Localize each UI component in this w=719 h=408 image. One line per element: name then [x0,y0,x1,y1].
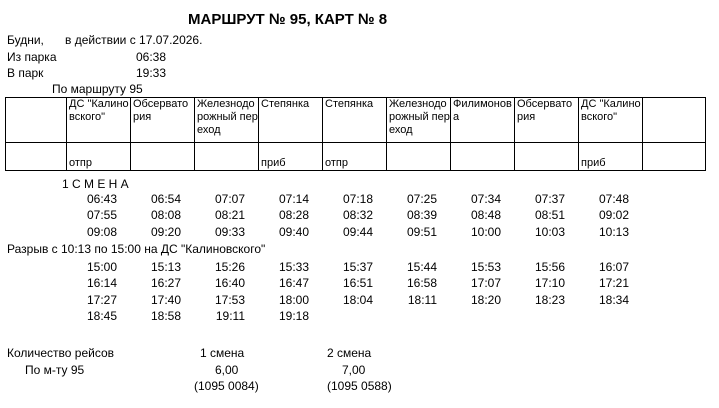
trip-time: 07:07 [214,192,245,206]
trip-time: 07:55 [86,208,117,223]
trip-time: 16:58 [406,276,437,291]
trip-time: 08:28 [278,208,309,223]
trip-time: 17:10 [534,276,565,291]
trip-time: 17:53 [214,292,245,307]
trip-time: 09:08 [86,224,117,239]
stops-table [5,97,706,171]
stop-action-cell [195,143,259,171]
trip-time: 08:08 [150,208,181,223]
trip-time: 18:58 [150,308,181,323]
trip-time: 18:20 [470,292,501,307]
summary-col2-code: (1095 0588) [327,379,392,393]
trip-row [0,293,719,307]
trip-time: 18:34 [598,292,629,307]
trip-time: 15:00 [86,260,117,274]
trip-time: 09:02 [598,208,629,223]
trip-time: 09:51 [406,224,437,239]
trip-time: 15:56 [534,260,565,274]
summary-col2-header: 2 смена [327,346,372,360]
stop-action-cell [515,143,579,171]
break-label: Разрыв с 10:13 по 15:00 на ДС "Калиновского" [7,242,266,256]
stop-action-cell: отпр [323,143,387,171]
from-park-label: Из парка [7,50,57,64]
route-label: По маршруту 95 [52,82,143,96]
summary-col1-header: 1 смена [200,346,245,360]
trip-time: 09:33 [214,224,245,239]
shift-1-label: 1 С М Е Н А [62,177,129,191]
trip-row [0,208,719,222]
trip-time: 17:21 [598,276,629,291]
stop-name-cell: Степянка [323,98,387,143]
trip-time: 16:51 [342,276,373,291]
trip-time: 18:11 [407,292,437,307]
stop-actions-row [6,143,706,171]
stop-action-cell [387,143,451,171]
trip-time: 17:40 [150,292,181,307]
stop-name-cell [643,98,706,143]
to-park-label: В парк [7,66,44,80]
trip-time: 16:07 [598,260,629,274]
trip-time: 09:20 [150,224,181,239]
stop-names-row [6,98,706,143]
trip-time: 19:18 [278,308,309,323]
trip-time: 18:04 [342,292,373,307]
trip-time: 06:54 [150,192,181,206]
stop-name-cell: ДС "Калиновского" [579,98,643,143]
summary-col1-value: 6,00 [215,363,239,377]
trip-time: 15:33 [278,260,309,274]
summary-col1-code: (1095 0084) [194,379,259,393]
trip-time: 08:39 [406,208,437,223]
stop-name-cell: Степянка [259,98,323,143]
stop-name-cell: ДС "Калиновского" [67,98,131,143]
to-park-time: 19:33 [136,66,167,80]
trip-time: 18:45 [86,308,117,323]
trip-row [0,260,719,274]
summary-col2-value: 7,00 [342,363,366,377]
from-park-time: 06:38 [136,50,167,64]
trip-time: 09:44 [342,224,373,239]
stop-action-cell: приб [259,143,323,171]
stop-name-cell: Обсерватория [131,98,195,143]
day-type: Будни, [7,33,44,47]
stop-action-cell [131,143,195,171]
trip-time: 18:00 [278,292,309,307]
page-title: МАРШРУТ № 95, КАРТ № 8 [188,11,388,28]
stop-action-cell [6,143,67,171]
trip-time: 15:26 [214,260,245,274]
trip-time: 17:27 [86,292,117,307]
stop-name-cell [6,98,67,143]
trip-time: 17:07 [470,276,501,291]
stop-action-cell: отпр [67,143,131,171]
stop-action-cell [643,143,706,171]
stop-action-cell [451,143,515,171]
trip-time: 15:37 [342,260,373,274]
stop-name-cell: Железнодорожный переход [387,98,451,143]
trip-row [0,225,719,239]
trip-time: 19:11 [215,308,245,323]
trip-time: 15:13 [150,260,181,274]
trip-row [0,276,719,290]
trip-time: 06:43 [86,192,117,206]
trip-row [0,192,719,206]
trip-time: 10:03 [534,224,565,239]
trip-time: 16:14 [86,276,117,291]
trip-row [0,309,719,323]
stop-action-cell: приб [579,143,643,171]
trip-time: 07:48 [598,192,629,206]
summary-label: Количество рейсов [7,346,115,360]
trip-time: 07:25 [406,192,437,206]
trip-time: 15:53 [470,260,501,274]
trip-time: 09:40 [278,224,309,239]
trip-time: 18:23 [534,292,565,307]
trip-time: 08:51 [534,208,565,223]
trip-time: 07:34 [470,192,501,206]
valid-from: в действии с 17.07.2026. [65,33,203,47]
trip-time: 16:47 [278,276,309,291]
trip-time: 15:44 [406,260,437,274]
trip-time: 08:32 [342,208,373,223]
trip-time: 10:13 [598,224,629,239]
trip-time: 16:40 [214,276,245,291]
stop-name-cell: Железнодорожный переход [195,98,259,143]
summary-route-label: По м-ту 95 [25,363,85,377]
stop-name-cell: Филимонова [451,98,515,143]
trip-time: 16:27 [150,276,181,291]
trip-time: 10:00 [470,224,501,239]
trip-time: 07:14 [278,192,309,206]
trip-time: 07:18 [342,192,373,206]
trip-time: 08:48 [470,208,501,223]
trip-time: 07:37 [534,192,565,206]
stop-name-cell: Обсерватория [515,98,579,143]
trip-time: 08:21 [214,208,245,223]
